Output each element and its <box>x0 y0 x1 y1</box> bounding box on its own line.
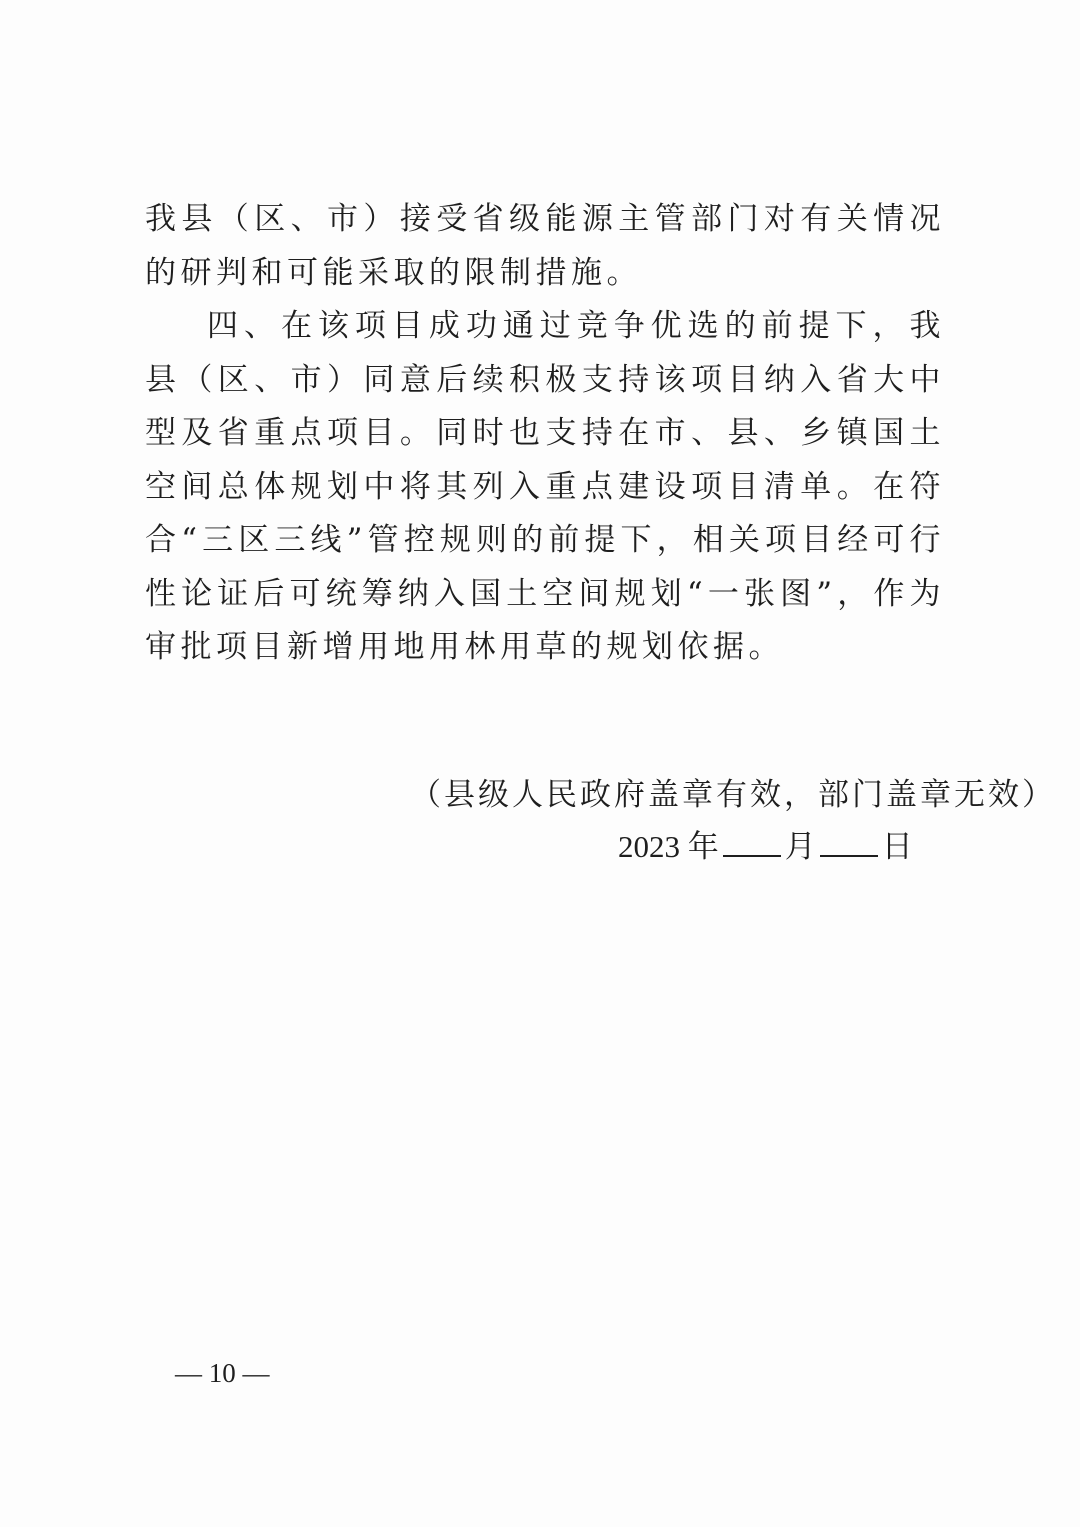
date-year-unit: 年 <box>687 829 719 865</box>
date-year: 2023 <box>618 829 680 864</box>
paragraph-continuation: 我县（区、市）接受省级能源主管部门对有关情况的研判和可能采取的限制措施。 <box>145 201 945 291</box>
date-day-unit: 日 <box>881 829 913 865</box>
day-blank <box>820 827 878 857</box>
stamp-validity-note: （县级人民政府盖章有效，部门盖章无效） <box>410 777 1056 813</box>
date-month-unit: 月 <box>784 829 816 865</box>
paragraph-section-four: 四、在该项目成功通过竞争优选的前提下，我县（区、市）同意后续积极支持该项目纳入省大中型及省重点项目。同时也支持在市、县、乡镇国土空间总体规划中将其列入重点建设项目清单。在符合“三区三线”管控规则的前提下，相关项目经可行性论证后可统筹纳入国土空间规划“一张图”，作为审批项目新增用地用林用草的规划依据。 <box>145 308 945 665</box>
body-text <box>145 193 945 675</box>
page-number: — 10 — <box>175 1358 270 1388</box>
month-blank <box>723 827 781 857</box>
date-line <box>618 827 913 867</box>
